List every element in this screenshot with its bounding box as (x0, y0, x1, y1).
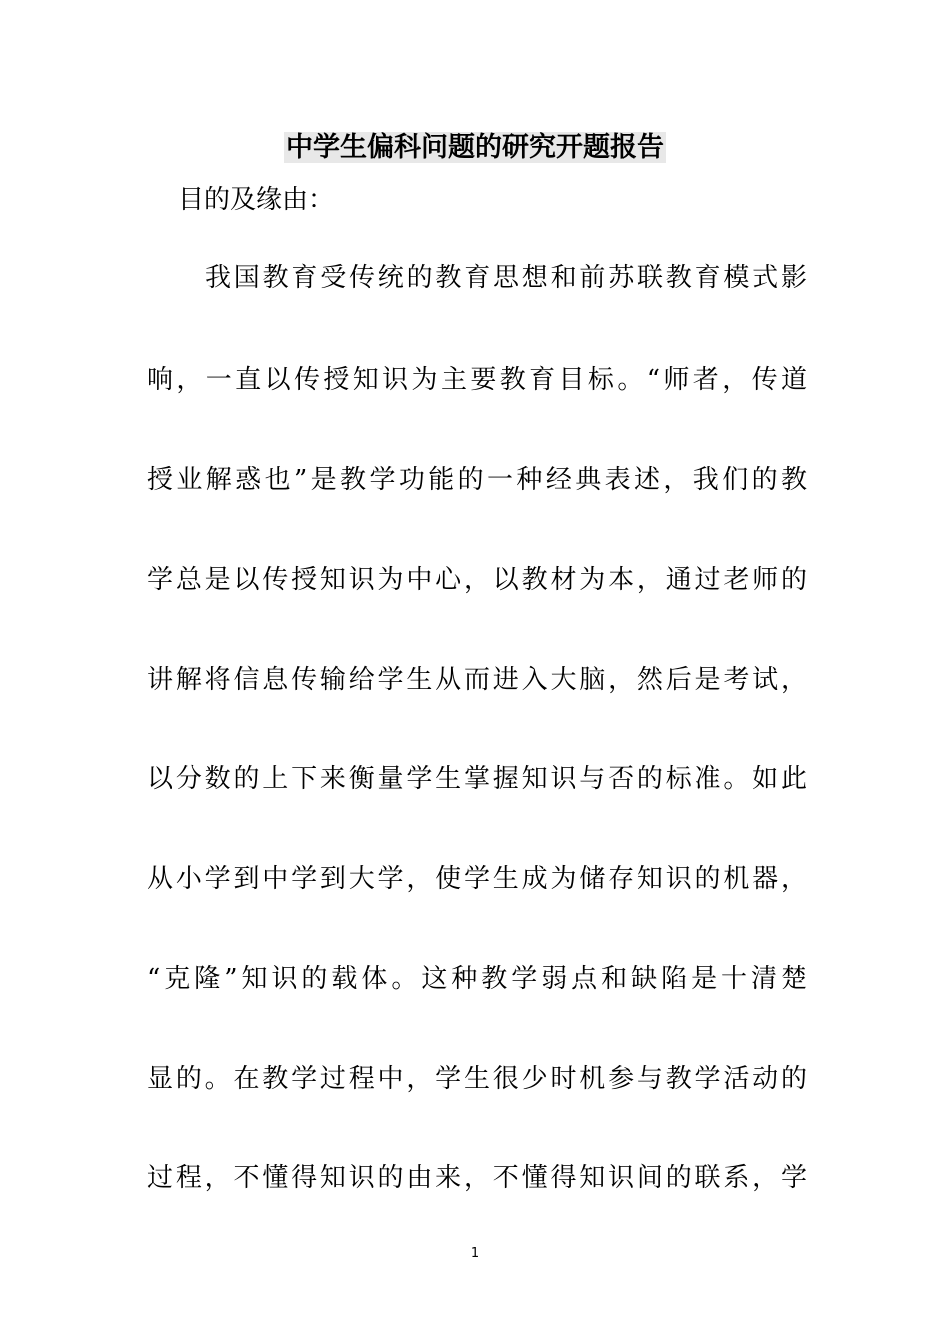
paragraph-line: 响，一直以传授知识为主要教育目标。“师者，传道 (147, 365, 807, 395)
section-heading: 目的及缘由： (178, 185, 335, 215)
paragraph-line: 学总是以传授知识为中心，以教材为本，通过老师的 (147, 565, 807, 595)
paragraph-line: 以分数的上下来衡量学生掌握知识与否的标准。如此 (147, 764, 807, 794)
page-number: 1 (470, 1246, 480, 1261)
document-title (0, 130, 950, 166)
paragraph-line: 讲解将信息传输给学生从而进入大脑，然后是考试， (147, 665, 807, 695)
paragraph-line: 我国教育受传统的教育思想和前苏联教育模式影 (205, 263, 807, 293)
paragraph-line: 从小学到中学到大学，使学生成为储存知识的机器， (147, 864, 807, 894)
document-title-text: 中学生偏科问题的研究开题报告 (286, 132, 664, 163)
paragraph-line: 显的。在教学过程中，学生很少时机参与教学活动的 (147, 1064, 807, 1094)
paragraph-line: “克隆”知识的载体。这种教学弱点和缺陷是十清楚 (147, 964, 807, 994)
paragraph-line: 过程，不懂得知识的由来，不懂得知识间的联系，学 (147, 1163, 807, 1193)
paragraph-line: 授业解惑也”是教学功能的一种经典表述，我们的教 (147, 465, 807, 495)
